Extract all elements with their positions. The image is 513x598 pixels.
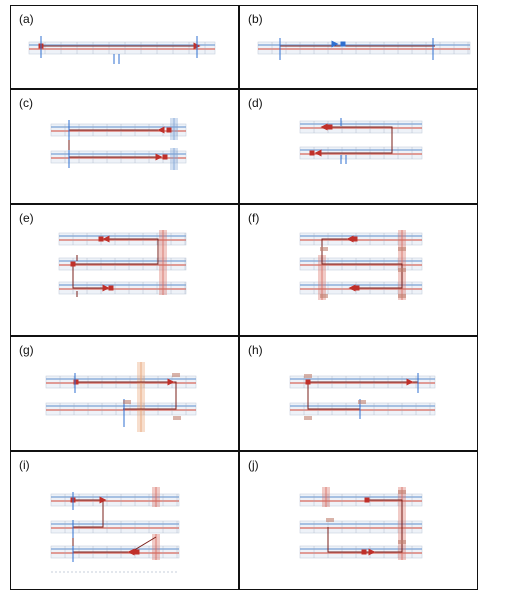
panel-b: [239, 5, 478, 89]
panel-label: (c): [19, 96, 33, 110]
road-band: [258, 42, 470, 54]
panel-e-diagram: [11, 205, 240, 337]
panel-label: (h): [248, 343, 263, 357]
panel-a: [10, 5, 239, 89]
vehicle-marker: [341, 42, 346, 47]
panel-label: (e): [19, 211, 34, 225]
small-tag: [320, 294, 328, 298]
panel-e: [10, 204, 239, 336]
panel-label: (a): [19, 12, 34, 26]
panel-label: (b): [248, 12, 263, 26]
panel-c-diagram: [11, 90, 240, 205]
vehicle-marker: [99, 237, 104, 242]
panel-j-diagram: [240, 452, 479, 591]
small-tag: [398, 490, 406, 494]
vehicle-marker: [365, 498, 370, 503]
panel-label: (d): [248, 96, 263, 110]
small-tag: [304, 416, 312, 420]
vehicle-marker: [167, 128, 172, 133]
small-tag: [398, 294, 406, 298]
route-path: [73, 239, 158, 288]
vehicle-marker: [328, 125, 333, 130]
road-band: [29, 42, 215, 54]
panel-a-diagram: [11, 6, 240, 90]
panel-h: [239, 336, 478, 451]
panel-j: [239, 451, 478, 590]
vehicle-marker: [71, 262, 76, 267]
panel-d-diagram: [240, 90, 479, 205]
panel-d: [239, 89, 478, 204]
panel-h-diagram: [240, 337, 479, 452]
panel-i: [10, 451, 239, 590]
vehicle-marker: [74, 380, 79, 385]
panel-f: [239, 204, 478, 336]
vehicle-marker: [310, 151, 315, 156]
route-path: [322, 239, 402, 288]
vehicle-marker: [306, 380, 311, 385]
panel-i-diagram: [11, 452, 240, 591]
small-tag: [123, 400, 131, 404]
panel-label: (g): [19, 343, 34, 357]
small-tag: [398, 268, 406, 272]
vehicle-marker: [355, 286, 360, 291]
small-tag: [320, 247, 328, 251]
small-tag: [398, 540, 406, 544]
panel-g-diagram: [11, 337, 240, 452]
small-tag: [326, 518, 334, 522]
panel-label: (j): [248, 458, 259, 472]
vehicle-marker: [163, 155, 168, 160]
panel-g: [10, 336, 239, 451]
small-tag: [173, 416, 181, 420]
road-band: [51, 521, 179, 533]
vehicle-marker: [109, 286, 114, 291]
panel-label: (f): [248, 211, 260, 225]
small-tag: [172, 373, 180, 377]
small-tag: [398, 247, 406, 251]
panel-f-diagram: [240, 205, 479, 337]
panel-c: [10, 89, 239, 204]
vehicle-marker: [362, 550, 367, 555]
panel-label: (i): [19, 458, 30, 472]
figure-grid: [10, 5, 478, 590]
small-tag: [304, 374, 312, 378]
small-tag: [358, 400, 366, 404]
vehicle-marker: [135, 550, 140, 555]
vehicle-marker: [353, 237, 358, 242]
panel-b-diagram: [240, 6, 479, 90]
